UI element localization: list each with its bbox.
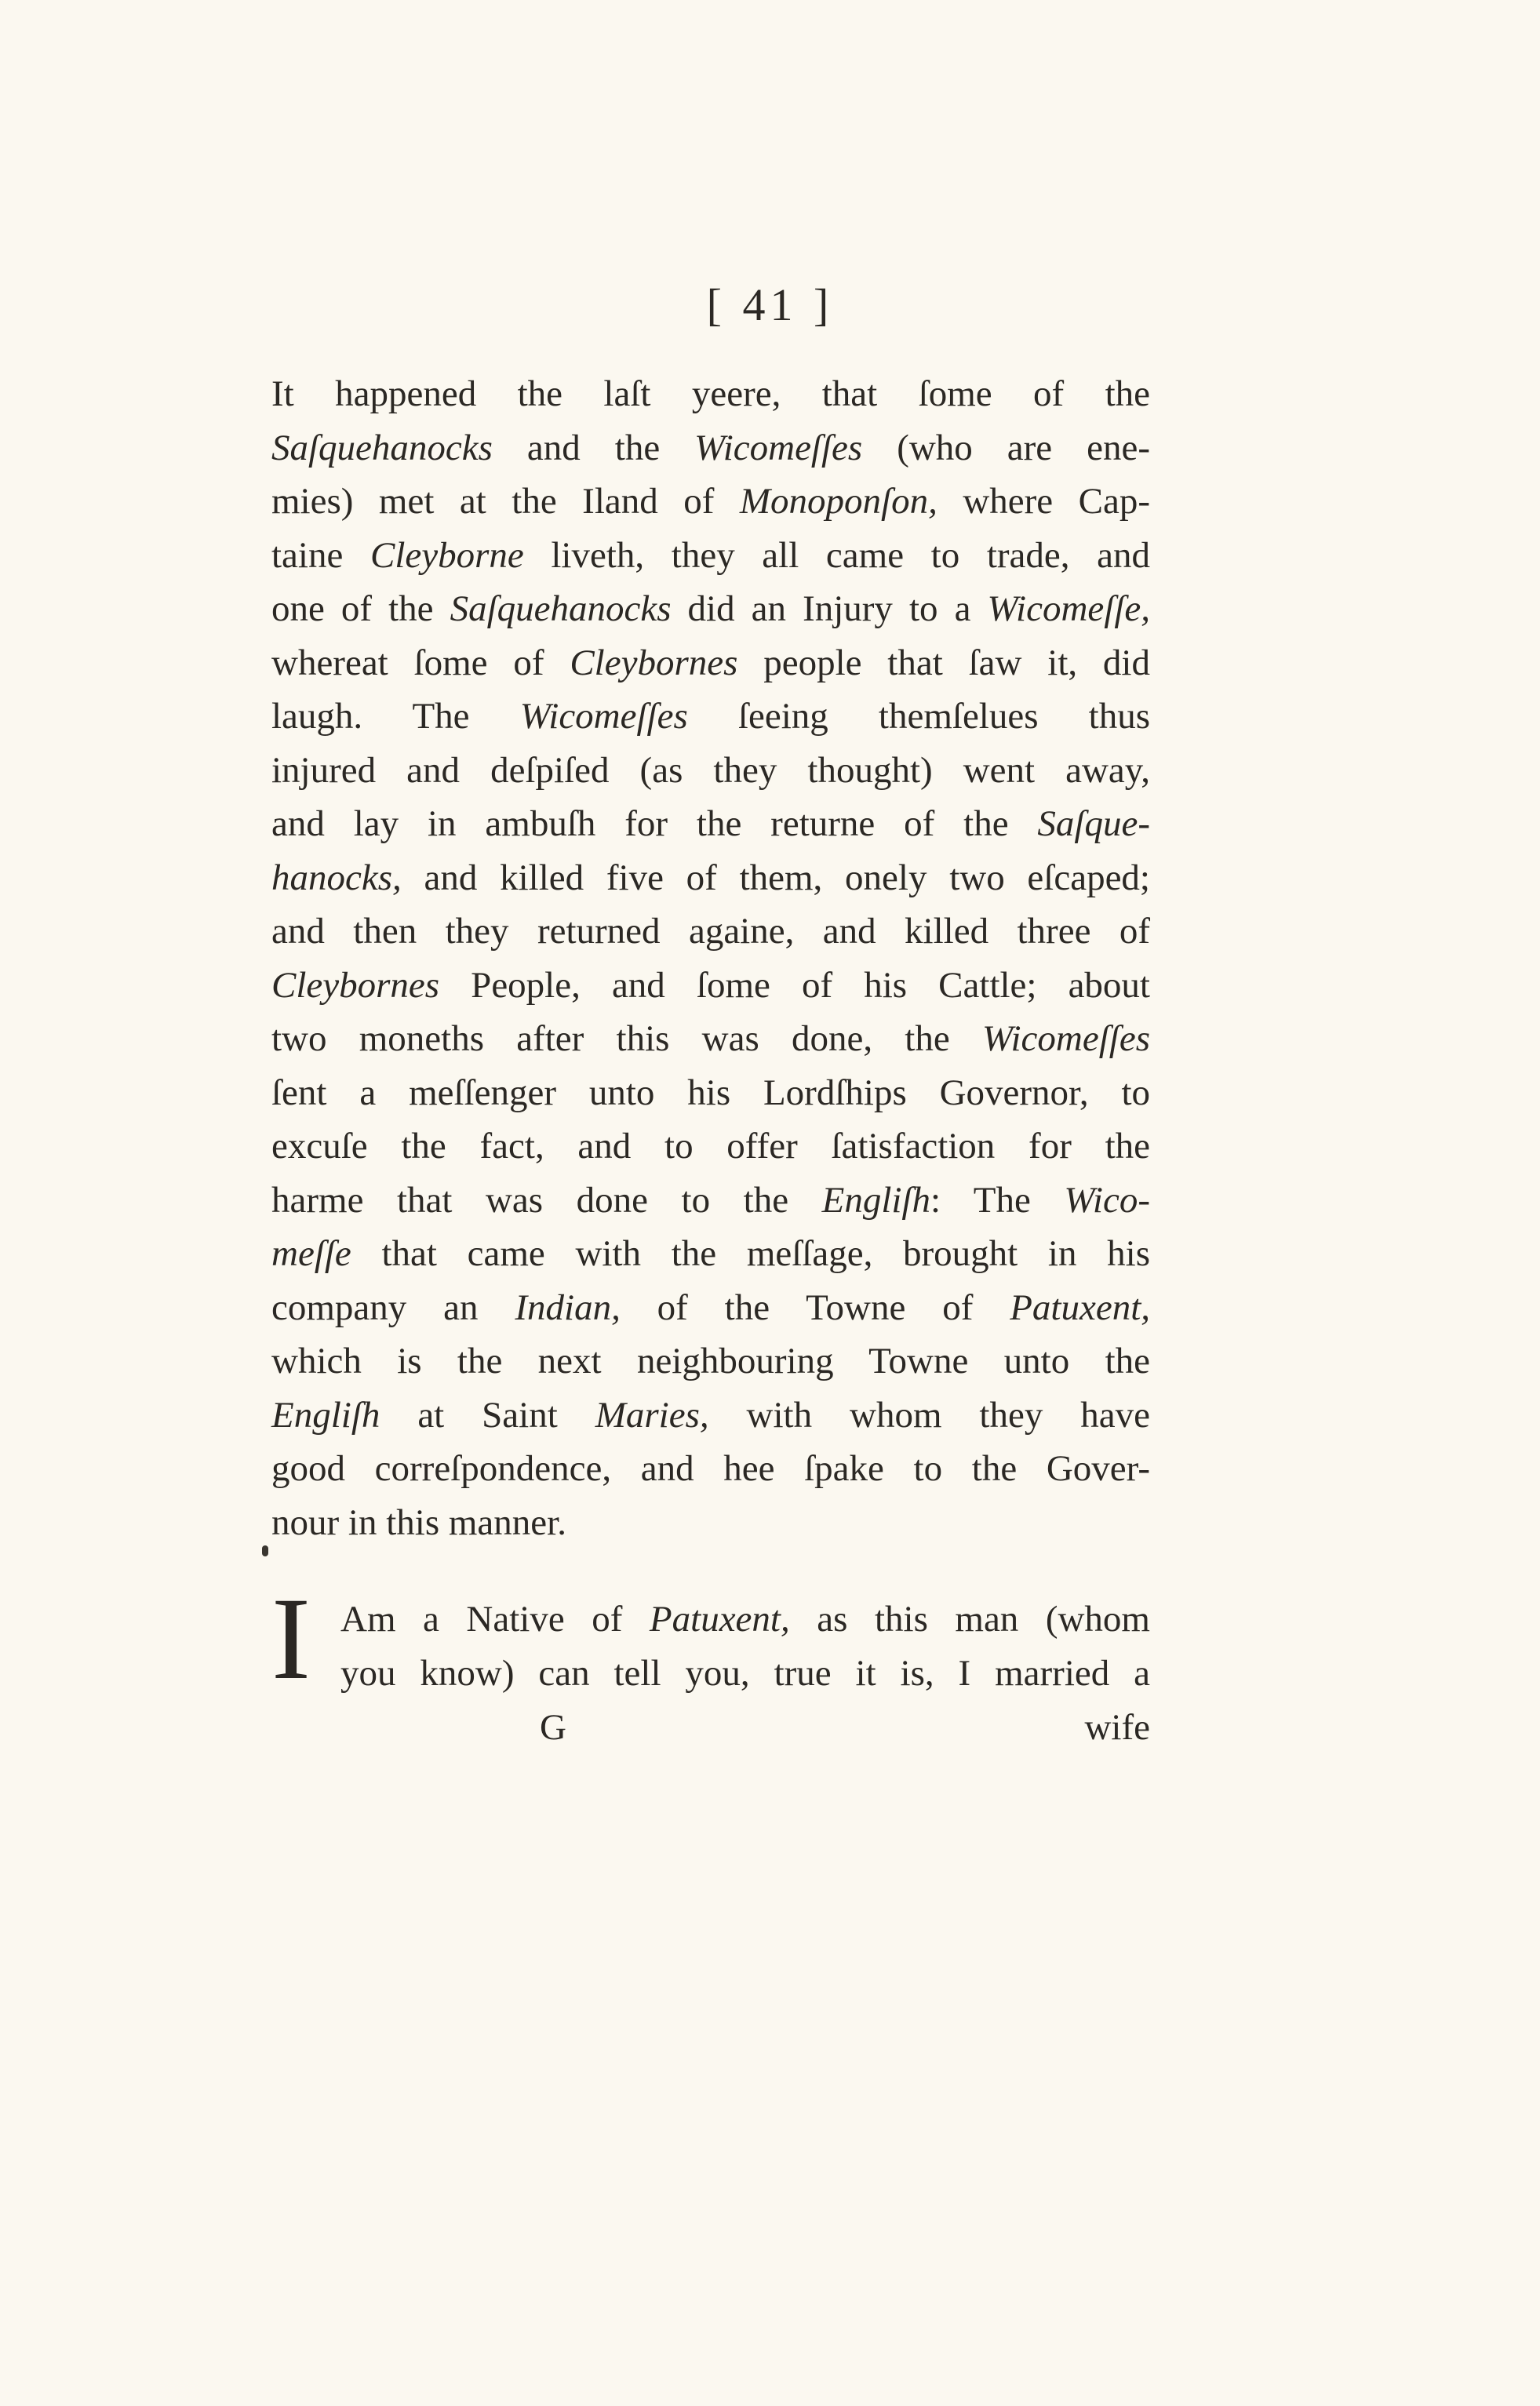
text-segment: People, and ſome of his Cattle; about — [439, 964, 1150, 1006]
text-segment: (who are ene- — [862, 427, 1150, 468]
text-segment: harme that was done to the — [271, 1179, 822, 1221]
text-segment: and lay in ambuſh for the returne of the — [271, 803, 1038, 844]
text-line — [271, 1174, 1150, 1228]
paragraph-speech — [271, 1592, 1150, 1700]
text-segment: nour in this manner. — [271, 1501, 566, 1543]
text-line — [271, 959, 1150, 1013]
text-segment: two moneths after this was done, the — [271, 1018, 982, 1059]
text-segment: with whom they have — [708, 1394, 1150, 1436]
italic-text: Maries, — [595, 1394, 709, 1436]
text-line — [271, 851, 1150, 905]
text-line — [271, 1647, 1150, 1701]
text-segment: of the Towne of — [620, 1287, 1010, 1328]
text-segment: at Saint — [380, 1394, 595, 1436]
ink-speck — [262, 1545, 268, 1556]
text-segment: ſeeing themſelues thus — [687, 696, 1151, 737]
text-segment: injured and deſpiſed (as they thought) went away, — [271, 749, 1150, 791]
text-segment: people that ſaw it, did — [737, 642, 1150, 683]
page-footer — [271, 1701, 1150, 1754]
text-line — [271, 1119, 1150, 1174]
text-line — [271, 1592, 1150, 1647]
text-line — [271, 1334, 1150, 1389]
text-segment: and killed five of them, onely two eſcaped; — [401, 857, 1150, 898]
italic-text: Saſque- — [1037, 803, 1150, 844]
italic-text: Wicomeſſes — [519, 696, 688, 737]
drop-cap: I — [271, 1574, 311, 1704]
text-segment: Am a Native of — [340, 1599, 650, 1640]
italic-text: Cleybornes — [271, 964, 440, 1006]
text-line — [271, 636, 1150, 690]
text-line — [271, 582, 1150, 636]
italic-text: Wicomeſſes — [694, 427, 863, 468]
italic-text: Monoponſon, — [739, 481, 937, 522]
italic-text: Cleyborne — [370, 534, 524, 576]
text-line — [271, 1442, 1150, 1496]
text-segment: mies) met at the Iland of — [271, 481, 740, 522]
text-segment: which is the next neighbouring Towne unto the — [271, 1341, 1150, 1381]
italic-text: Patuxent, — [1010, 1287, 1151, 1328]
text-line — [271, 1227, 1150, 1281]
text-segment: company an — [271, 1287, 515, 1328]
italic-text: Saſquehanocks — [271, 427, 493, 468]
text-line — [271, 529, 1150, 583]
text-segment: good correſpondence, and hee ſpake to the Gover- — [271, 1448, 1150, 1489]
text-segment: as this man (whom — [789, 1599, 1150, 1640]
italic-text: Engliſh — [821, 1179, 930, 1221]
text-line — [271, 367, 1150, 421]
italic-text: Patuxent, — [649, 1599, 790, 1640]
text-line — [271, 797, 1150, 851]
text-segment: It happened the laſt yeere, that ſome of the — [271, 373, 1150, 414]
text-segment: ſent a meſſenger unto his Lordſhips Governor, to — [271, 1072, 1150, 1113]
text-line — [271, 905, 1150, 959]
text-line — [271, 1012, 1150, 1066]
text-line — [271, 421, 1150, 475]
text-line — [271, 475, 1150, 529]
text-line — [271, 1066, 1150, 1120]
text-segment: excuſe the fact, and to offer ſatisfaction for the — [271, 1126, 1150, 1167]
page-number: [ 41 ] — [706, 279, 834, 330]
text-segment: taine — [271, 534, 370, 576]
text-segment: did an Injury to a — [671, 588, 988, 629]
text-segment: : The — [930, 1179, 1065, 1221]
catchword: wife — [1084, 1707, 1150, 1748]
italic-text: meſſe — [271, 1233, 351, 1274]
italic-text: Cleybornes — [570, 642, 738, 683]
text-line — [271, 744, 1150, 798]
italic-text: Engliſh — [271, 1394, 380, 1436]
italic-text: Saſquehanocks — [450, 588, 672, 629]
text-segment: whereat ſome of — [271, 642, 570, 683]
text-segment: that came with the meſſage, brought in his — [351, 1233, 1150, 1274]
text-line — [271, 1389, 1150, 1443]
text-line — [271, 690, 1150, 744]
text-line — [271, 1281, 1150, 1335]
text-segment: you know) can tell you, true it is, I married a — [340, 1652, 1150, 1694]
text-line — [271, 1496, 1150, 1550]
text-segment: where Cap- — [937, 481, 1150, 522]
text-segment: one of the — [271, 588, 450, 629]
italic-text: Wicomeſſes — [981, 1018, 1150, 1059]
italic-text: Indian, — [515, 1287, 621, 1328]
italic-text: Wicomeſſe, — [987, 588, 1151, 629]
text-segment: and the — [492, 427, 695, 468]
text-segment: laugh. The — [271, 696, 520, 737]
text-segment: liveth, they all came to trade, and — [523, 534, 1151, 576]
italic-text: hanocks, — [271, 857, 402, 898]
signature-mark: G — [540, 1707, 566, 1748]
text-segment: and then they returned againe, and killed three of — [271, 911, 1150, 952]
paragraph-narrative — [271, 367, 1150, 1549]
italic-text: Wico- — [1064, 1179, 1151, 1221]
